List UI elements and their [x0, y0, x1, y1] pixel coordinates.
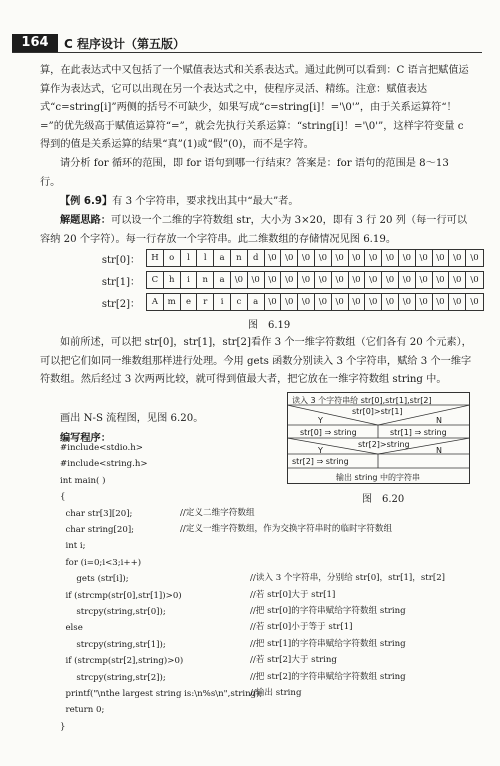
array-cell: e — [181, 294, 198, 310]
array-cell: \0 — [433, 294, 450, 310]
array-cell: \0 — [298, 294, 315, 310]
array-cell: \0 — [470, 253, 479, 263]
array-cell: \0 — [365, 272, 382, 288]
array-cell: \0 — [248, 272, 265, 288]
array-cell: \0 — [332, 250, 349, 266]
array-cell: d — [248, 250, 265, 266]
array-cell: a — [214, 250, 231, 266]
header-divider — [12, 52, 482, 53]
array-cell: \0 — [281, 272, 298, 288]
array-row — [90, 271, 484, 289]
array-cell: \0 — [349, 294, 366, 310]
code-comment: //定义一维字符数组，作为交换字符串时的临时字符数组 — [180, 524, 393, 534]
array-cell: \0 — [399, 294, 416, 310]
array-cell: \0 — [315, 294, 332, 310]
array-cell: c — [231, 294, 248, 310]
array-cell: \0 — [416, 272, 433, 288]
array-cell: h — [164, 272, 181, 288]
array-row-label: str[2]： — [101, 298, 140, 310]
array-cell: \0 — [449, 294, 466, 310]
ns-yes-2: Y — [318, 446, 323, 455]
array-cells — [146, 271, 484, 289]
array-cell: a — [214, 272, 231, 288]
array-cell: \0 — [315, 272, 332, 288]
code-line: #include<stdio.h> — [60, 443, 143, 453]
array-cell: \0 — [470, 275, 479, 285]
code-comment: //把 str[0]的字符串赋给字符数组 string — [250, 606, 406, 616]
code-comment: //把 str[1]的字符串赋给字符数组 string — [250, 638, 406, 649]
page-header — [0, 0, 500, 52]
array-cell: \0 — [365, 250, 382, 266]
array-cell: \0 — [470, 297, 479, 307]
array-cell: \0 — [416, 250, 433, 266]
array-cell: H — [147, 250, 164, 266]
array-cell: \0 — [231, 272, 248, 288]
array-cell: \0 — [315, 250, 332, 266]
code-comment: //若 str[0]大于 str[1] — [250, 589, 336, 600]
ns-right1: str[1] ⇒ string — [390, 428, 447, 437]
ns-cond2: str[2]>string — [358, 440, 410, 449]
array-row-label: str[0]： — [101, 254, 140, 266]
code-line: gets (str[i]); — [60, 574, 129, 585]
array-cell: \0 — [382, 294, 399, 310]
paragraph-2: 请分析 for 循环的范围，即 for 语句到哪一行结束？答案是：for 语句的范围是 8～13 行。 — [40, 158, 449, 188]
array-cell: C — [147, 272, 164, 288]
array-cell: \0 — [332, 272, 349, 288]
array-cell: A — [147, 294, 164, 310]
code-line: strcpy(string,str[1]); — [60, 639, 166, 650]
code-line: { — [60, 492, 66, 503]
ns-left2: str[2] ⇒ string — [292, 457, 349, 466]
code-line: else — [60, 623, 83, 634]
example-text: 有 3 个字符串，要求找出其中“最大”者。 — [112, 196, 299, 207]
ns-no-2: N — [436, 446, 442, 455]
array-cell: \0 — [433, 272, 450, 288]
example-label: 【例 6.9】 — [60, 196, 113, 207]
array-cell: m — [164, 294, 181, 310]
array-cell: l — [181, 250, 198, 266]
array-row — [90, 249, 484, 267]
example-heading — [40, 193, 472, 212]
array-cell: \0 — [332, 294, 349, 310]
code-line: for (i=0;i<3;i++) — [60, 557, 142, 568]
array-cell: i — [181, 272, 198, 288]
idea-text: 可以设一个二维的字符数组 str，大小为 3×20，即有 3 行 20 列（每一行可以容纳 20 个字符）。每一行存放一个字符串。此二维数组的存储情况见图 6.19。 — [40, 215, 468, 245]
array-cell: r — [197, 294, 214, 310]
array-cell: n — [197, 272, 214, 288]
ns-output: 输出 string 中的字符串 — [336, 473, 421, 482]
code-line: int main( ) — [60, 475, 106, 486]
ns-left1: str[0] ⇒ string — [300, 428, 357, 437]
array-cell: \0 — [265, 250, 282, 266]
array-cell: n — [231, 250, 248, 266]
array-cell: \0 — [399, 250, 416, 266]
code-line: return 0; — [60, 705, 105, 716]
ns-flowchart — [287, 392, 470, 484]
array-cell: \0 — [298, 272, 315, 288]
code-line: } — [60, 721, 66, 732]
code-line: char str[3][20]; — [60, 508, 133, 519]
array-cell: \0 — [399, 272, 416, 288]
paragraph-1: 算，在此表达式中又包括了一个赋值表达式和关系表达式。通过此例可以看到：C 语言把赋值运算作为表达式，它可以出现在另一个表达式之中，使程序灵活、精练。注意：赋值表达式“c=string[i]”两侧的括号不可缺少，如果写成“c=string[i]！='\0'”，由于关系运算符“！=”的优先级高于赋值运算符“=”，就会先执行关系运算：“string[i]！='\0'”，这样字符变量 c 得到的值是关系运算的结果“真”(1)或“假”(0)，而不是字符。 — [40, 65, 469, 151]
array-cell: \0 — [433, 250, 450, 266]
ns-no-1: N — [436, 416, 442, 425]
code-line: strcpy(string,str[0]); — [60, 607, 166, 617]
figure-6-19-caption: 图 6.19 — [248, 320, 291, 331]
code-comment: //若 str[0]小于等于 str[1] — [250, 622, 353, 633]
code-comment: //若 str[2]大于 string — [250, 655, 337, 666]
code-line: int i; — [60, 541, 86, 552]
code-line: if (strcmp(str[2],string)>0) — [60, 656, 184, 667]
array-cell: o — [164, 250, 181, 266]
array-cell: \0 — [265, 272, 282, 288]
code-comment: //输出 string — [250, 688, 302, 698]
array-cell: \0 — [281, 250, 298, 266]
book-title: C 程序设计（第五版） — [64, 37, 185, 51]
figure-6-20-caption: 图 6.20 — [362, 494, 405, 505]
ns-yes-1: Y — [318, 416, 323, 425]
array-cell: \0 — [281, 294, 298, 310]
array-cell: \0 — [382, 272, 399, 288]
array-row-label: str[1]： — [101, 276, 140, 288]
array-row — [90, 293, 484, 311]
ns-input: 读入 3 个字符串给 str[0],str[1],str[2] — [292, 396, 432, 405]
code-comment: //定义二维字符数组 — [180, 507, 255, 518]
array-cell: \0 — [449, 250, 466, 266]
array-cells — [146, 249, 484, 267]
paragraph-3 — [40, 334, 472, 390]
array-cell: \0 — [349, 250, 366, 266]
page-number: 164 — [12, 34, 58, 52]
program-label: 编写程序： — [60, 433, 111, 444]
array-cell: a — [248, 294, 265, 310]
code-line: strcpy(string,str[2]); — [60, 672, 166, 683]
array-cell: i — [214, 294, 231, 310]
paragraph-4: 画出 N-S 流程图，见图 6.20。 — [60, 413, 204, 424]
code-line: if (strcmp(str[0],str[1])>0) — [60, 590, 182, 601]
idea-label: 解题思路： — [60, 215, 111, 226]
array-cell: \0 — [382, 250, 399, 266]
code-comment: //把 str[2]的字符串赋给字符数组 string — [250, 671, 406, 682]
code-line: char string[20]; — [60, 525, 135, 535]
array-cell: \0 — [449, 272, 466, 288]
paragraph-3-text: 如前所述，可以把 str[0]，str[1]，str[2]看作 3 个一维字符数组（它们各有 20 个元素），可以把它们如同一维数组那样进行处理。今用 gets 函数分别读入 3 个字符串，赋给 3 个一维字符数组。然后经过 3 次两两比较，就可得到值最大者，把它放在一维字符数组 string 中。 — [40, 337, 472, 386]
array-cell: \0 — [349, 272, 366, 288]
code-comment: //读入 3 个字符串，分别给 str[0]，str[1]，str[2] — [250, 573, 446, 584]
array-cells — [146, 293, 484, 311]
solution-idea — [40, 212, 472, 249]
array-cell: \0 — [416, 294, 433, 310]
ns-cond1: str[0]>str[1] — [352, 407, 403, 416]
code-line: #include<string.h> — [60, 459, 148, 470]
array-cell: l — [197, 250, 214, 266]
array-cell: \0 — [365, 294, 382, 310]
array-cell: \0 — [265, 294, 282, 310]
array-cell: \0 — [298, 250, 315, 266]
code-line: printf("\nthe largest string is:\n%s\n",string); — [60, 689, 263, 699]
